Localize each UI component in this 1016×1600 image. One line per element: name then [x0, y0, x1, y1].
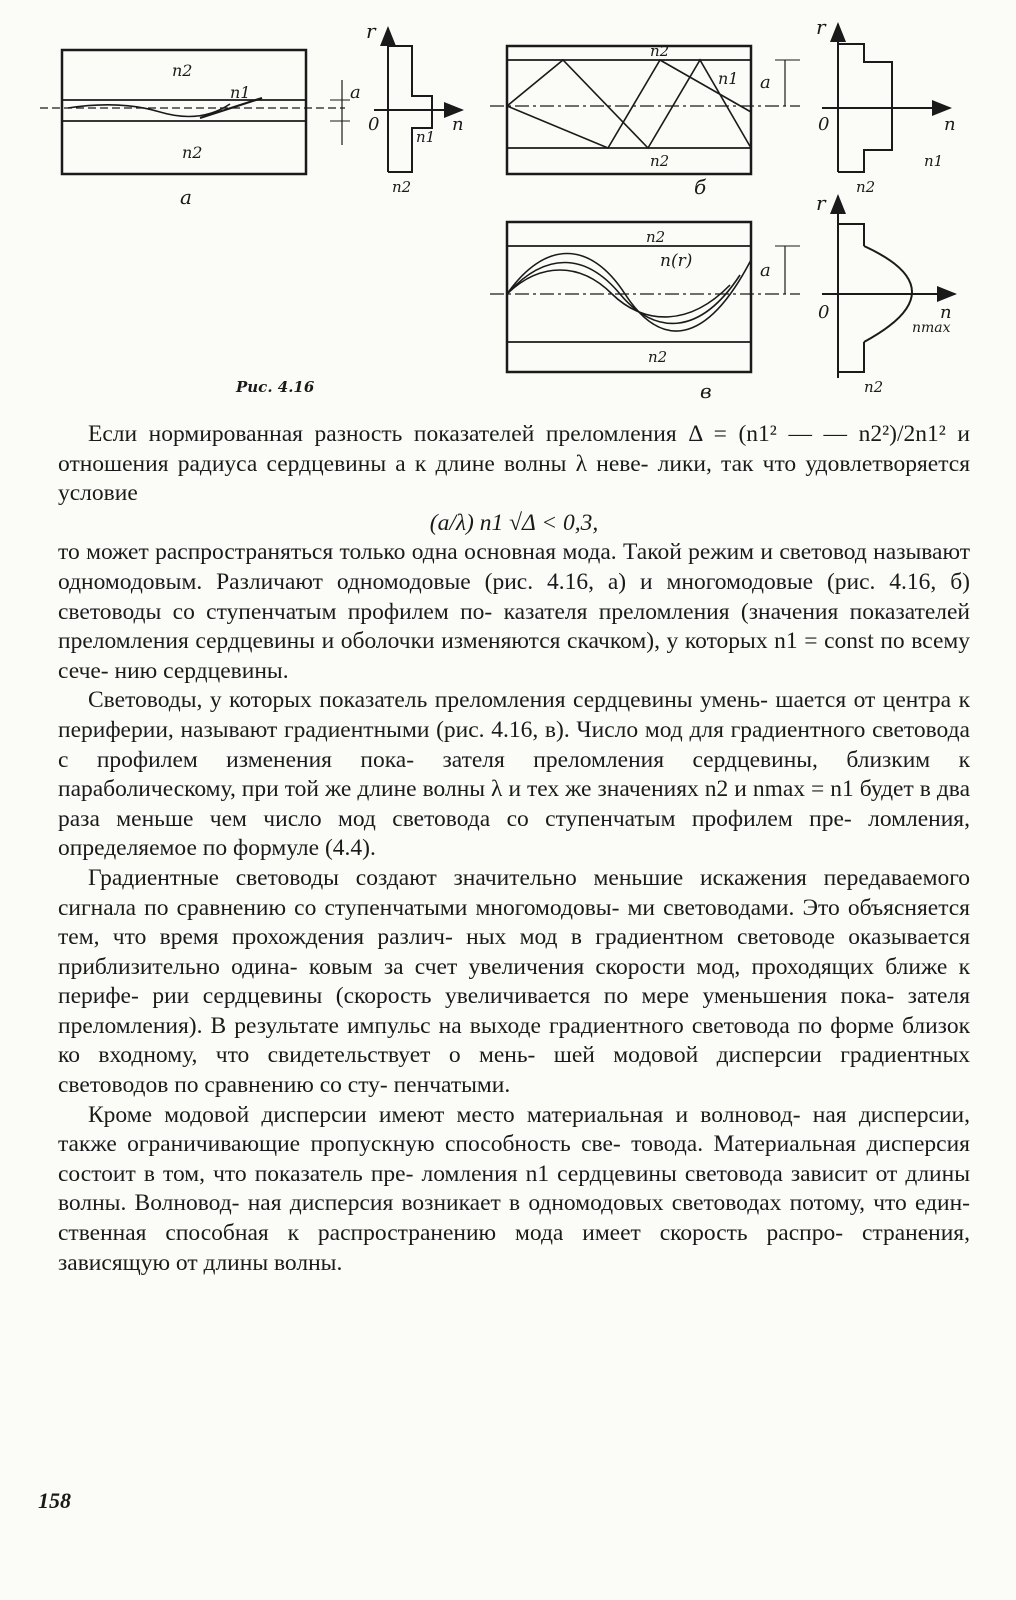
p4-line-3: ми световодами. Это объясняется тем, что время прохождения различ-: [58, 894, 970, 951]
fiber-diagrams: [0, 0, 1016, 410]
label-a-b: a: [760, 72, 771, 93]
sub-label-a: а: [180, 185, 192, 209]
p4-line-2: передаваемого сигнала по сравнению со ступенчатыми многомодовы-: [58, 864, 970, 921]
p3-line-2: шается от центра к периферии, называют градиентными (рис. 4.16, в).: [58, 687, 970, 743]
p4-line-8: световода по форме близок ко входному, что свидетельствует о мень-: [58, 1012, 970, 1069]
p2-line-1: то может распространяться только одна основная мода. Такой режим и: [58, 539, 773, 566]
p3-line-3: Число мод для градиентного световода с профилем изменения пока-: [58, 716, 970, 773]
p2-line-6: нию сердцевины.: [114, 657, 289, 684]
p5-line-2: ная дисперсии, также ограничивающие пропускную способность све-: [58, 1101, 971, 1158]
body-text: [58, 420, 970, 1278]
fiber-b: [490, 46, 800, 174]
figure-4-16: [0, 0, 1016, 410]
p4-line-4: ных мод в градиентном световоде оказывается приблизительно одина-: [58, 924, 970, 980]
p5-line-7: странения, зависящую от длины волны.: [58, 1220, 970, 1276]
axis-zero-v: 0: [818, 302, 830, 323]
p2-line-3: и многомодовые (рис. 4.16, б) световоды со ступенчатым профилем по-: [58, 568, 970, 625]
label-n1-b: n1: [718, 69, 739, 88]
profile-n2-b: n2: [856, 178, 876, 196]
p5-line-4: ломления n1 сердцевины световода зависит от длины волны. Волновод-: [58, 1160, 970, 1217]
p4-line-1: Градиентные световоды создают значительно меньшие искажения: [88, 864, 807, 891]
profile-a: [374, 28, 462, 172]
p1-line-1: Если нормированная разность показателей преломления Δ = (n1² —: [88, 421, 812, 447]
paragraph-2: [58, 538, 970, 686]
axis-n-a: n: [452, 114, 464, 135]
paragraph-1: [58, 420, 970, 509]
formula: (a/λ) n1 √Δ < 0,3,: [429, 509, 599, 536]
p1-line-2: — n2²)/2n1² и отношения радиуса сердцевины a к длине волны λ неве-: [58, 421, 970, 477]
p3-line-7: ломления, определяемое по формуле (4.4).: [58, 805, 970, 862]
p1-line-3: лики, так что удовлетворяется условие: [58, 450, 971, 507]
axis-n-v: n: [940, 302, 952, 323]
p2-line-2: световод называют одномодовым. Различают одномодовые (рис. 4.16, а): [58, 539, 970, 595]
axis-n-b: n: [944, 114, 956, 135]
profile-n2-v: n2: [864, 378, 884, 396]
p4-line-9: шей модовой дисперсии градиентных световодов по сравнению со сту-: [58, 1042, 971, 1099]
page-number: 158: [38, 1488, 71, 1513]
sub-label-b: б: [694, 175, 707, 199]
p2-line-5: и оболочки изменяются скачком), у которых n1 = const по всему сече-: [58, 628, 970, 684]
label-n2-bottom-a: n2: [182, 143, 203, 162]
p2-line-4: казателя преломления (значения показателей преломления сердцевины: [58, 598, 971, 655]
label-a-v: a: [760, 260, 771, 281]
profile-v: [822, 196, 955, 378]
paragraph-3: [58, 686, 970, 864]
p5-line-5: ная дисперсия возникает в одномодовых световодах потому, что един-: [247, 1190, 971, 1217]
label-n2-bottom-b: n2: [650, 152, 670, 170]
figure-caption: Рис. 4.16: [236, 378, 315, 396]
p3-line-6: раза меньше чем число мод световода со ступенчатым профилем пре-: [58, 805, 852, 832]
p4-line-7: зателя преломления). В результате импульс на выходе градиентного: [58, 983, 970, 1039]
p4-line-6: рии сердцевины (скорость увеличивается по мере уменьшения пока-: [152, 983, 895, 1010]
profile-nmax-v: nmax: [912, 320, 951, 336]
label-a-a: a: [350, 82, 361, 103]
sub-label-v: в: [700, 379, 712, 403]
p4-line-5: ковым за счет увеличения скорости мод, проходящих ближе к перифе-: [58, 953, 970, 1010]
p5-line-6: ственная способная к распространению мода имеет скорость распро-: [58, 1220, 844, 1247]
axis-r-v: r: [816, 191, 826, 215]
axis-r-a: r: [366, 19, 376, 43]
profile-n1-b: n1: [924, 152, 944, 170]
label-nr-v: n(r): [660, 251, 693, 271]
profile-b: [822, 24, 950, 172]
p3-line-1: Световоды, у которых показатель преломления сердцевины умень-: [88, 687, 768, 714]
label-n1-a: n1: [230, 83, 251, 102]
paragraph-5: [58, 1101, 970, 1279]
paragraph-4: [58, 864, 970, 1101]
p4-line-10: пенчатыми.: [393, 1072, 511, 1099]
axis-zero-a: 0: [368, 114, 380, 135]
p3-line-5: той же длине волны λ и тех же значениях n2 и nmax = n1 будет в два: [284, 776, 971, 803]
profile-n2-a: n2: [392, 178, 412, 196]
p3-line-4: зателя преломления сердцевины, близким к параболическому, при: [58, 746, 971, 803]
profile-n1-a: n1: [416, 128, 436, 146]
axis-zero-b: 0: [818, 114, 830, 135]
p5-line-3: товода. Материальная дисперсия состоит в том, что показатель пре-: [58, 1131, 970, 1187]
fiber-v: [490, 222, 800, 372]
label-n2-top-v: n2: [646, 228, 666, 246]
axis-r-b: r: [816, 15, 826, 39]
label-n2-top-b: n2: [650, 42, 670, 60]
p5-line-1: Кроме модовой дисперсии имеют место материальная и волновод-: [88, 1101, 801, 1128]
label-n2-top-a: n2: [172, 61, 193, 80]
label-n2-bottom-v: n2: [648, 348, 668, 366]
